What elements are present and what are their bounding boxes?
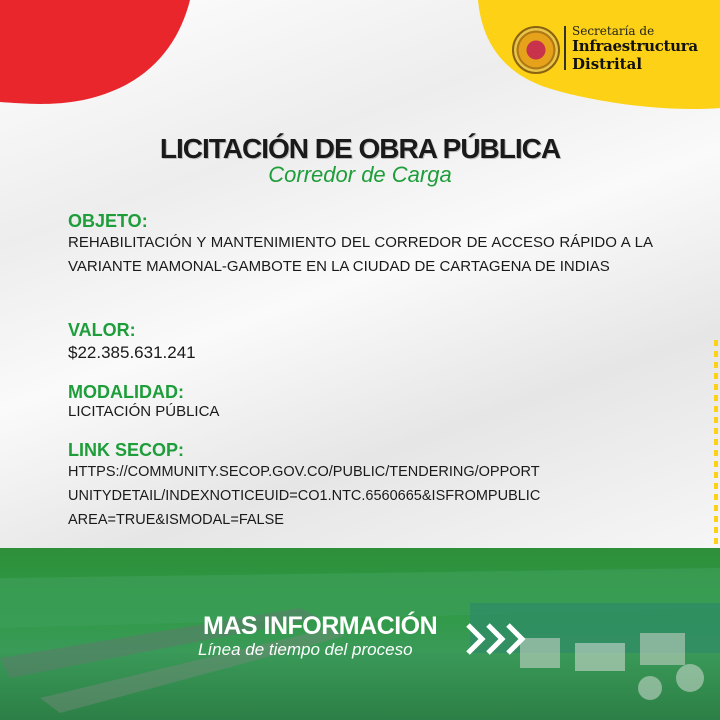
triple-chevron-right-icon[interactable] [466, 621, 528, 657]
red-blob-top-left [0, 0, 190, 104]
valor-label: VALOR: [68, 320, 136, 340]
modalidad-text: LICITACIÓN PÚBLICA [68, 403, 220, 420]
mas-informacion-heading[interactable]: MAS INFORMACIÓN [203, 612, 438, 640]
logo-line-2: Infraestructura [572, 37, 698, 55]
objeto-text: REHABILITACIÓN Y MANTENIMIENTO DEL CORREDOR DE ACCESO RÁPIDO A LA VARIANTE MAMONAL-GAMBOTE EN LA CIUDAD DE CARTAGENA DE INDIAS [68, 234, 653, 275]
secretaria-logo [510, 22, 710, 78]
linea-de-tiempo-text[interactable]: Línea de tiempo del proceso [198, 640, 413, 659]
page-subtitle: Corredor de Carga [268, 162, 452, 187]
objeto-label: OBJETO: [68, 211, 148, 231]
logo-line-3: Distrital [572, 55, 643, 73]
link-secop-label: LINK SECOP: [68, 440, 185, 460]
link-secop-line-2[interactable]: UNITYDETAIL/INDEXNOTICEUID=CO1.NTC.6560665&ISFROMPUBLIC [68, 488, 541, 504]
link-secop-line-3[interactable]: AREA=TRUE&ISMODAL=FALSE [68, 512, 284, 528]
link-secop-line-1[interactable]: HTTPS://COMMUNITY.SECOP.GOV.CO/PUBLIC/TENDERING/OPPORT [68, 464, 540, 480]
modalidad-label: MODALIDAD: [68, 382, 184, 402]
cartagena-seal-icon [512, 26, 560, 74]
valor-text: $22.385.631.241 [68, 343, 196, 362]
logo-separator [564, 26, 566, 70]
logo-line-1: Secretaría de [572, 24, 655, 38]
page-title: LICITACIÓN DE OBRA PÚBLICA [159, 133, 561, 164]
